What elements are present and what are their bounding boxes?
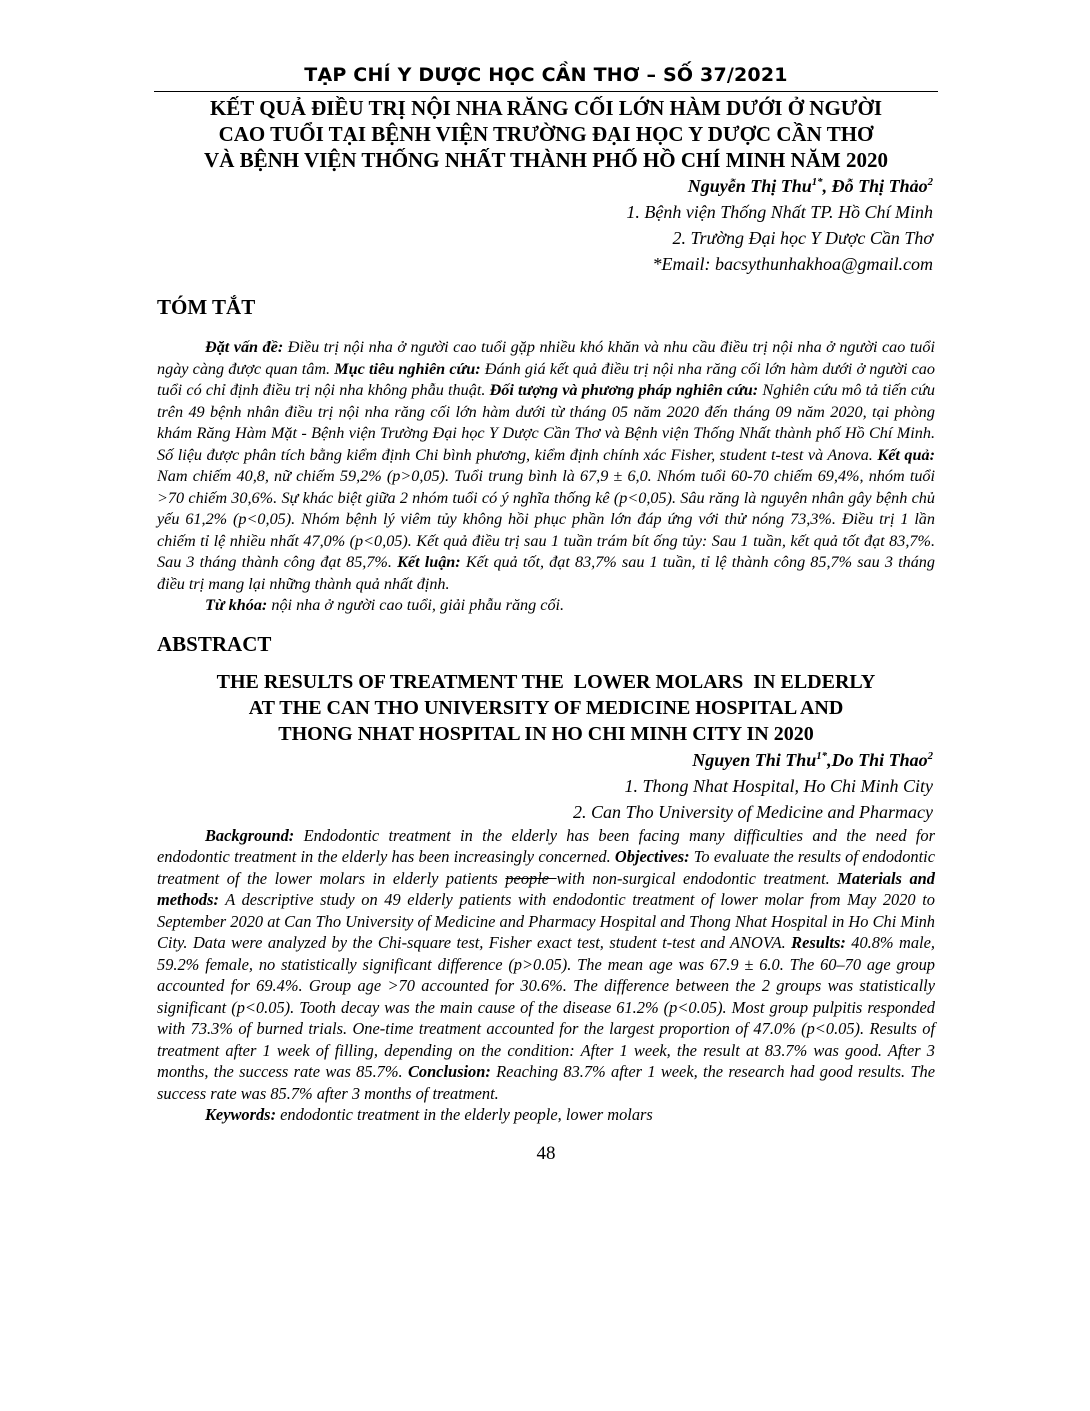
tomtat-body (157, 337, 935, 617)
tomtat-keywords-label: Từ khóa: (205, 596, 268, 614)
abstract-paragraph (157, 825, 935, 1105)
tomtat-conclusion-text: Kết quả tốt, đạt 83,7% sau 1 tuần, tỉ lệ thành công 85,7% sau 3 tháng điều trị mang lại những thành quả nhất định. (157, 553, 935, 593)
author-name: Nguyễn Thị Thu (687, 176, 812, 196)
abstract-conclusion-label: Conclusion: (407, 1062, 491, 1081)
tomtat-results-label: Kết quả: (877, 445, 935, 464)
tomtat-objective-label: Mục tiêu nghiên cứu: (334, 359, 481, 378)
tomtat-background-text: Điều trị nội nha ở người cao tuổi gặp nhiều khó khăn và nhu cầu điều trị nội nha ở người cao tuổi ngày càng được quan tâm. (157, 338, 935, 378)
affiliation: 1. Thong Nhat Hospital, Ho Chi Minh City (624, 775, 933, 796)
tomtat-keywords (157, 595, 935, 617)
journal-header: TẠP CHÍ Y DƯỢC HỌC CẦN THƠ – SỐ 37/2021 (154, 62, 938, 92)
abstract-results-label: Results: (791, 933, 846, 952)
abstract-conclusion-text: Reaching 83.7% after 1 week, the research had good results. The success rate was 85.7% after 3 months of treatment. (157, 1062, 935, 1103)
affiliation: 1. Bệnh viện Thống Nhất TP. Hồ Chí Minh (626, 202, 933, 222)
page-number: 48 (536, 1142, 556, 1164)
abstract-results-text: 40.8% male, 59.2% female, no statistically significant difference (p>0.05). The mean age was 67.9 ± 6.0. The 60–70 age group accounted for 69.4%. Group age >70 accounted for 30.6%. The difference between the 2 groups was statistically significant (p<0.05). Tooth decay was the main cause of the disease 61.2% (p<0.05). Most group pulpitis responded with 73.3% of burned trials. One-time treatment accounted for the largest proportion of 47.0% (p<0.05). Results of treatment after 1 week of filling, depending on the condition: After 1 week, the result at 83.7% was good. After 3 months, the success rate was 85.7%. (157, 933, 935, 1081)
tomtat-heading: TÓM TẮT (157, 295, 256, 319)
affiliation: 2. Can Tho University of Medicine and Pharmacy (573, 801, 933, 822)
author-affiliation-mark: 1* (816, 749, 828, 762)
affiliation: 2. Trường Đại học Y Dược Cần Thơ (672, 228, 933, 248)
title-vn-line: CAO TUỔI TẠI BỆNH VIỆN TRƯỜNG ĐẠI HỌC Y DƯỢC CẦN THƠ (218, 122, 874, 146)
title-vn-line: VÀ BỆNH VIỆN THỐNG NHẤT THÀNH PHỐ HỒ CHÍ MINH NĂM 2020 (204, 148, 888, 172)
abstract-background-text: Endodontic treatment in the elderly has been facing many difficulties and the need for endodontic treatment in the elderly has been increasingly concerned. (157, 825, 935, 866)
author-separator: , (827, 749, 832, 770)
author-affiliation-mark: 2 (927, 176, 933, 188)
tomtat-keywords-text: nội nha ở người cao tuổi, giải phẫu răng cối. (267, 596, 565, 614)
tomtat-methods-label: Đối tượng và phương pháp nghiên cứu: (489, 381, 759, 399)
tomtat-methods-text: Nghiên cứu mô tả tiến cứu trên 49 bệnh nhân điều trị nội nha răng cối lớn hàm dưới từ tháng 05 năm 2020 đến tháng 09 năm 2020, tại phòng khám Răng Hàm Mặt - Bệnh viện Trường Đại học Y Dược Cần Thơ và Bệnh viện Thống Nhất thành phố Hồ Chí Minh. Số liệu được phân tích bằng kiểm định Chi bình phương, kiểm định chính xác Fisher, student t-test và Anova. (157, 381, 936, 464)
author-separator: , (822, 176, 832, 196)
authors-en (157, 747, 933, 773)
title-en-line: THE RESULTS OF TREATMENT THE LOWER MOLARS IN ELDERLY (216, 670, 876, 693)
title-en-line: AT THE CAN THO UNIVERSITY OF MEDICINE HOSPITAL AND (248, 696, 844, 719)
title-vn-line: KẾT QUẢ ĐIỀU TRỊ NỘI NHA RĂNG CỐI LỚN HÀM DƯỚI Ở NGƯỜI (209, 96, 883, 120)
author-affiliation-mark: 1* (811, 176, 823, 188)
abstract-body (157, 825, 935, 1126)
tomtat-paragraph (157, 337, 935, 595)
abstract-background-label: Background: (205, 825, 295, 845)
tomtat-conclusion-label: Kết luận: (397, 553, 461, 571)
tomtat-objective-text: Đánh giá kết quả điều trị nội nha răng cối lớn hàm dưới ở người cao tuổi có chỉ định điều trị nội nha không phẫu thuật. (157, 359, 935, 399)
struck-word: people (505, 868, 557, 888)
author-email: *Email: bacsythunhakhoa@gmail.com (652, 254, 933, 274)
abstract-objectives-label: Objectives: (614, 847, 690, 866)
tomtat-results-text: Nam chiếm 40,8, nữ chiếm 59,2% (p>0,05). Tuổi trung bình là 67,9 ± 6,0. Nhóm tuổi 60-70 chiếm 69,4%, nhóm tuổi >70 chiếm 30,6%. Sự khác biệt giữa 2 nhóm tuổi có ý nghĩa thống kê (p<0,05). Sâu răng là nguyên nhân gây bệnh chủ yếu 61,2% (p<0,05). Nhóm bệnh lý viêm tủy không hồi phục phần lớn đáp ứng với thử nóng 73,3%. Điều trị 1 lần chiếm tỉ lệ nhiều nhất 47,0% (p<0,05). Kết quả điều trị sau 1 tuần trám bít ống tủy: Sau 1 tuần, kết quả tốt đạt 83,7%. Sau 3 tháng thành công đạt 85,7%. (157, 467, 935, 571)
authors-vn (157, 173, 933, 199)
author-name: Do Thi Thao (831, 749, 928, 770)
abstract-methods-label: Materials and methods: (157, 868, 935, 909)
abstract-keywords-text: endodontic treatment in the elderly people, lower molars (276, 1105, 653, 1124)
abstract-objectives-text: To evaluate the results of endodontic treatment of the lower molars in elderly patients (157, 847, 935, 888)
abstract-keywords-label: Keywords: (205, 1105, 277, 1124)
title-en-line: THONG NHAT HOSPITAL IN HO CHI MINH CITY IN 2020 (278, 722, 814, 745)
author-name: Đỗ Thị Thảo (831, 176, 928, 196)
tomtat-background-label: Đặt vấn đề: (205, 338, 284, 356)
abstract-objectives-text: with non-surgical endodontic treatment. (556, 868, 838, 888)
title-en (157, 669, 935, 747)
author-name: Nguyen Thi Thu (692, 749, 817, 770)
paper-page (157, 62, 935, 1166)
abstract-heading: ABSTRACT (157, 631, 272, 656)
abstract-keywords (157, 1104, 935, 1126)
author-affiliation-mark: 2 (927, 749, 933, 762)
abstract-methods-text: A descriptive study on 49 elderly patients with endodontic treatment of lower molar from May 2020 to September 2020 at Can Tho University of Medicine and Pharmacy Hospital and Thong Nhat Hospital in Ho Chi Minh City. Data were analyzed by the Chi-square test, Fisher exact test, student t-test and ANOVA. (157, 890, 935, 952)
title-vn (157, 95, 935, 173)
